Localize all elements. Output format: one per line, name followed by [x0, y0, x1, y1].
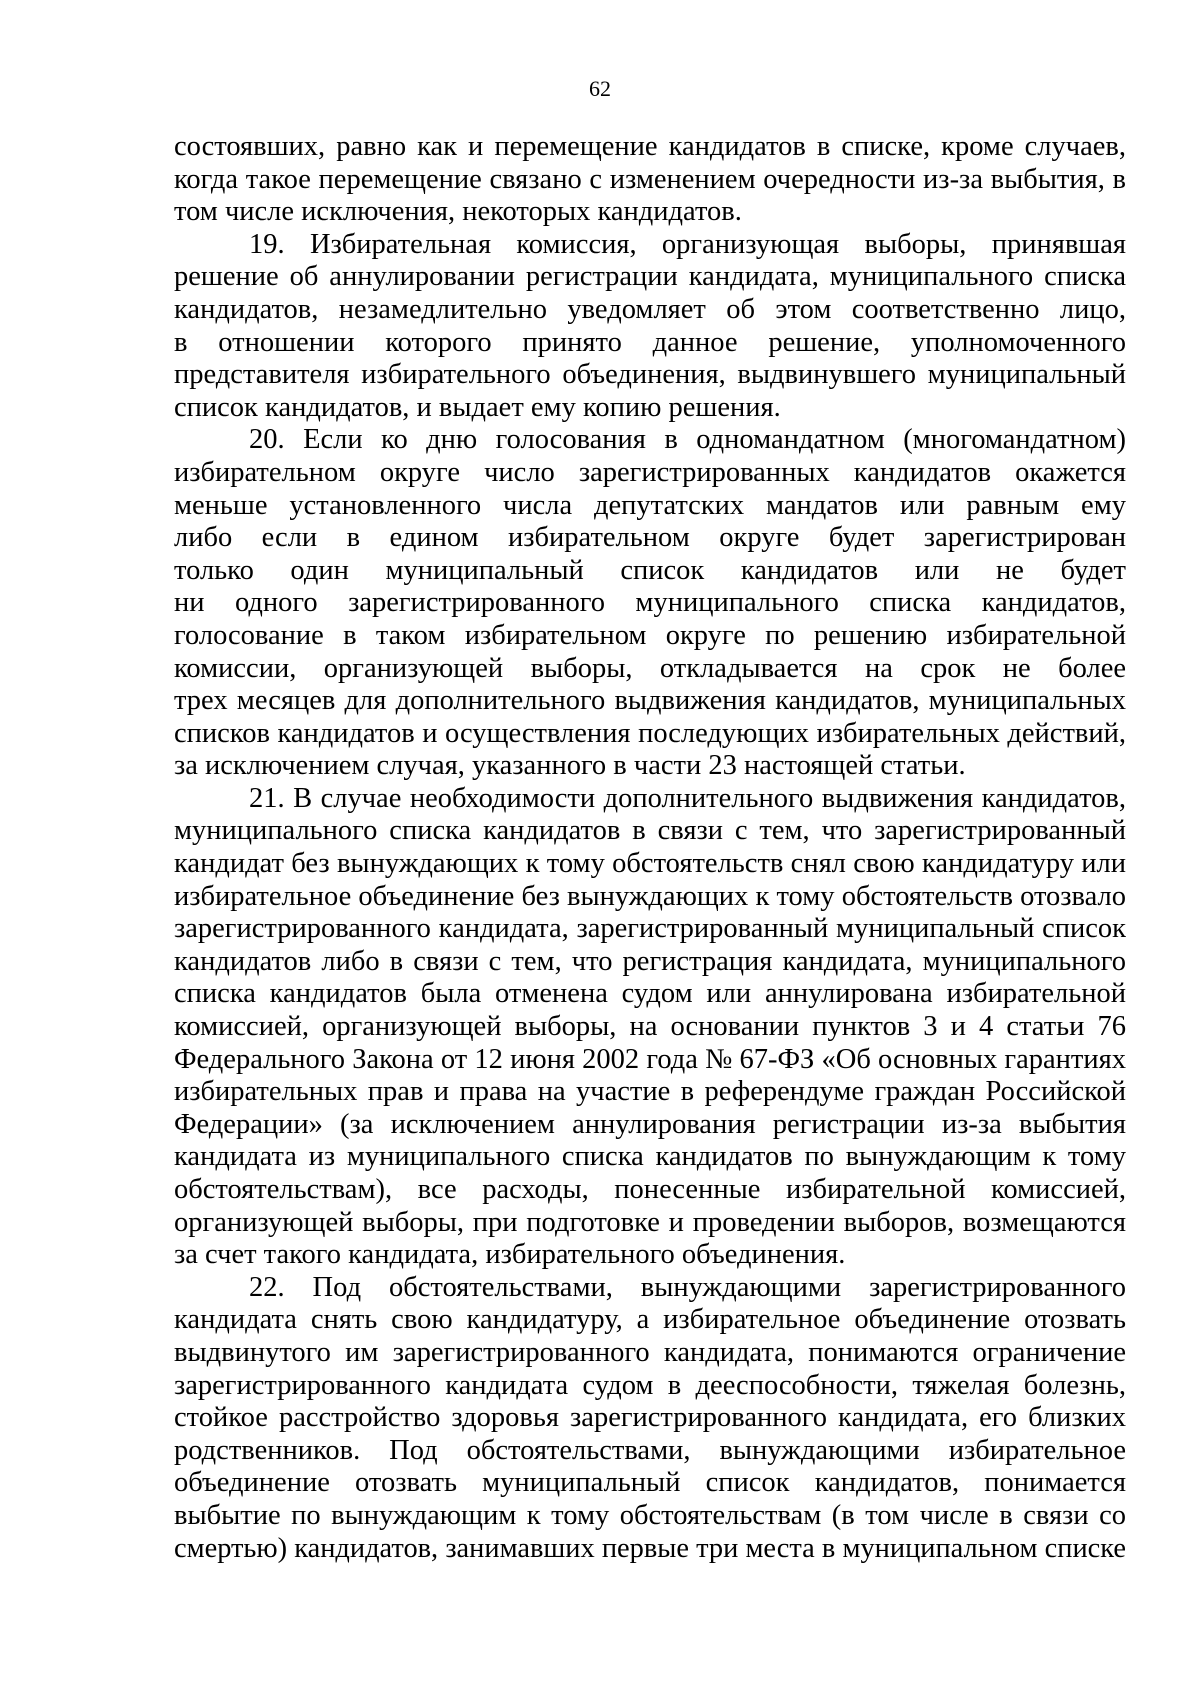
text-line: кандидатов, незамедлительно уведомляет об этом соответственно лицо, [174, 293, 1126, 325]
text-line: 19. Избирательная комиссия, организующая выборы, принявшая [249, 228, 1126, 260]
text-line: Федерации» (за исключением аннулирования регистрации из-за выбытия [174, 1108, 1126, 1140]
text-line: комиссией, организующей выборы, на основании пунктов 3 и 4 статьи 76 [174, 1011, 1126, 1043]
text-line: ни одного зарегистрированного муниципального списка кандидатов, [174, 587, 1126, 619]
text-line: выбытие по вынуждающим к тому обстоятельствам (в том числе в связи со [174, 1499, 1126, 1531]
page-number: 62 [589, 76, 611, 101]
text-line: зарегистрированного кандидата, зарегистрированный муниципальный список [174, 913, 1126, 945]
text-line: 21. В случае необходимости дополнительного выдвижения кандидатов, [249, 782, 1126, 814]
text-line: списка кандидатов была отменена судом или аннулирована избирательной [174, 978, 1126, 1010]
text-line: кандидат без вынуждающих к тому обстоятельств снял свою кандидатуру или [174, 848, 1126, 880]
text-line: кандидатов либо в связи с тем, что регистрация кандидата, муниципального [174, 945, 1126, 977]
text-line: кандидата снять свою кандидатуру, а избирательное объединение отозвать [174, 1304, 1126, 1336]
text-line: комиссии, организующей выборы, откладывается на срок не более [174, 652, 1126, 684]
text-line: родственников. Под обстоятельствами, вынуждающими избирательное [174, 1434, 1126, 1466]
text-line: избирательное объединение без вынуждающих к тому обстоятельств отозвало [174, 880, 1126, 912]
text-line: состоявших, равно как и перемещение кандидатов в списке, кроме случаев, [174, 131, 1126, 162]
text-line: обстоятельствам), все расходы, понесенные избирательной комиссией, [174, 1174, 1126, 1205]
text-line: за исключением случая, указанного в части 23 настоящей статьи. [174, 750, 966, 782]
text-line: меньше установленного числа депутатских мандатов или равным ему [174, 489, 1126, 521]
text-line: список кандидатов, и выдает ему копию решения. [174, 391, 781, 423]
text-line: избирательном округе число зарегистрированных кандидатов окажется [174, 456, 1126, 488]
text-line: организующей выборы, при подготовке и проведении выборов, возмещаются [174, 1206, 1126, 1238]
text-line: смертью) кандидатов, занимавших первые три места в муниципальном списке [174, 1532, 1126, 1564]
text-line: за счет такого кандидата, избирательного объединения. [174, 1239, 846, 1271]
document-body [174, 131, 1126, 1565]
text-line: трех месяцев для дополнительного выдвижения кандидатов, муниципальных [174, 685, 1126, 717]
text-line: кандидата из муниципального списка кандидатов по вынуждающим к тому [174, 1141, 1126, 1173]
text-line: 20. Если ко дню голосования в одномандатном (многомандатном) [249, 424, 1126, 456]
text-line: муниципального списка кандидатов в связи с тем, что зарегистрированный [174, 815, 1126, 847]
text-line: списков кандидатов и осуществления последующих избирательных действий, [174, 717, 1126, 749]
text-line: представителя избирательного объединения, выдвинувшего муниципальный [174, 359, 1126, 391]
text-line: зарегистрированного кандидата судом в дееспособности, тяжелая болезнь, [174, 1369, 1126, 1401]
text-line: только один муниципальный список кандидатов или не будет [174, 554, 1126, 586]
text-line: в отношении которого принято данное решение, уполномоченного [174, 326, 1126, 358]
text-line: стойкое расстройство здоровья зарегистрированного кандидата, его близких [174, 1402, 1126, 1434]
text-line: когда такое перемещение связано с изменением очередности из-за выбытия, в [174, 163, 1126, 195]
text-line: том числе исключения, некоторых кандидатов. [174, 196, 742, 228]
text-line: голосование в таком избирательном округе по решению избирательной [174, 619, 1126, 651]
text-line: избирательных прав и права на участие в референдуме граждан Российской [174, 1076, 1126, 1108]
text-line: выдвинутого им зарегистрированного кандидата, понимаются ограничение [174, 1336, 1126, 1368]
text-line: объединение отозвать муниципальный список кандидатов, понимается [174, 1467, 1126, 1499]
text-line: 22. Под обстоятельствами, вынуждающими зарегистрированного [249, 1271, 1126, 1303]
text-line: Федерального Закона от 12 июня 2002 года № 67-ФЗ «Об основных гарантиях [174, 1043, 1126, 1075]
text-line: решение об аннулировании регистрации кандидата, муниципального списка [174, 261, 1126, 293]
text-line: либо если в едином избирательном округе будет зарегистрирован [174, 522, 1126, 554]
